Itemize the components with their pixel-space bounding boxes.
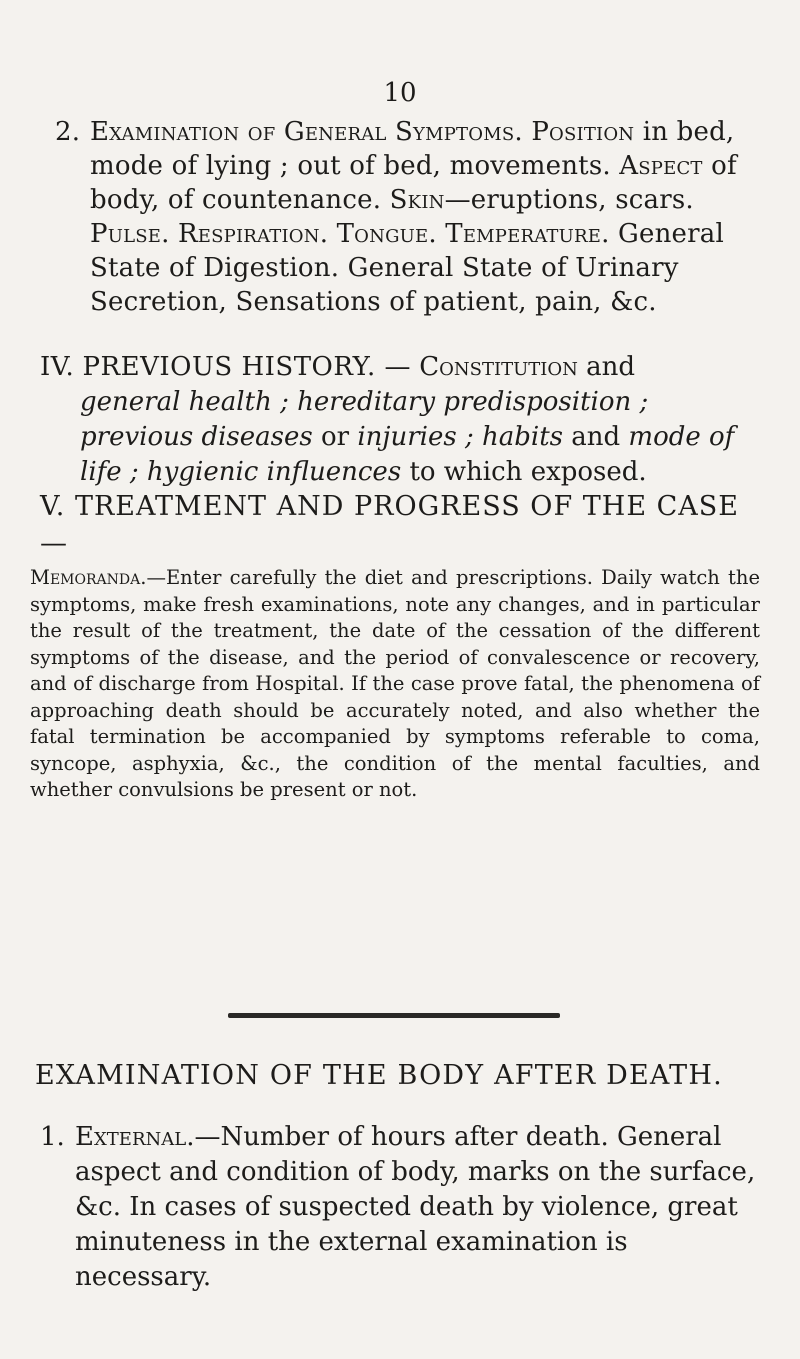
section-external bbox=[40, 1120, 760, 1295]
respiration-label: Respiration. bbox=[178, 219, 329, 249]
section-2-body bbox=[90, 115, 755, 319]
section-iv-title: PREVIOUS HISTORY. — bbox=[82, 352, 411, 382]
to-which: to which exposed. bbox=[409, 457, 647, 487]
or: or bbox=[321, 422, 350, 452]
external-number: 1. bbox=[40, 1122, 65, 1152]
constitution-label: Constitution bbox=[419, 352, 578, 382]
injuries: injuries ; habits bbox=[357, 422, 563, 452]
aspect-label: Aspect bbox=[619, 151, 703, 181]
section-v-title: TREATMENT AND PROGRESS OF THE CASE— bbox=[40, 491, 739, 559]
and-2: and bbox=[571, 422, 621, 452]
section-2-heading: Examination of General Symptoms. bbox=[90, 117, 523, 147]
section-divider bbox=[228, 1013, 560, 1018]
section-v-treatment bbox=[40, 488, 762, 562]
memoranda-label: Memoranda. bbox=[30, 566, 147, 589]
section-iv-text bbox=[40, 350, 762, 385]
digestion-text: General State of Digestion. General State of Urinary Secretion, Sensations of patient, pain, &c. bbox=[90, 219, 724, 317]
skin-label: Skin bbox=[389, 185, 445, 215]
hereditary: hereditary predisposition ; previous diseases bbox=[80, 387, 649, 452]
aspect-text: of body, of countenance. bbox=[90, 151, 737, 215]
memoranda-text: —Enter carefully the diet and prescriptions. Daily watch the symptoms, make fresh examinations, note any changes, and in particular the result of the treatment, the date of the cessation of the different symptoms of the disease, and the period of convalescence or recovery, and of discharge from Hospital. If the case prove fatal, the phenomena of approaching death should be accurately noted, and also whether the fatal termination be accompanied by symptoms referable to coma, syncope, asphyxia, &c., the condition of the mental faculties, and whether convulsions be present or not. bbox=[30, 566, 760, 801]
position-label: Position bbox=[531, 117, 635, 147]
section-v-text bbox=[40, 488, 762, 562]
external-text: —Number of hours after death. General aspect and condition of body, marks on the surface, &c. In cases of suspected death by violence, great minuteness in the external examination is necessary. bbox=[75, 1122, 756, 1292]
section-2-number: 2. bbox=[55, 117, 81, 147]
page-number: 10 bbox=[383, 78, 417, 108]
section-iv-previous-history bbox=[40, 350, 762, 490]
skin-text: —eruptions, scars. bbox=[444, 185, 694, 215]
postmortem-title: EXAMINATION OF THE BODY AFTER DEATH. bbox=[35, 1060, 723, 1091]
mode-of-life: mode of life ; hygienic influences bbox=[80, 422, 735, 487]
tongue-label: Tongue. bbox=[336, 219, 437, 249]
memoranda-paragraph bbox=[30, 565, 760, 804]
external-body bbox=[75, 1120, 760, 1295]
section-iv-body bbox=[80, 385, 762, 490]
general-health: general health ; bbox=[80, 387, 289, 417]
section-2-general-symptoms bbox=[55, 115, 755, 319]
and-1: and bbox=[586, 352, 636, 382]
section-iv-number: IV. bbox=[40, 352, 75, 382]
position-text: in bed, mode of lying ; out of bed, movements. bbox=[90, 117, 735, 181]
temperature-label: Temperature. bbox=[445, 219, 610, 249]
external-label: External. bbox=[75, 1122, 195, 1152]
pulse-label: Pulse. bbox=[90, 219, 170, 249]
section-v-number: V. bbox=[40, 491, 66, 522]
